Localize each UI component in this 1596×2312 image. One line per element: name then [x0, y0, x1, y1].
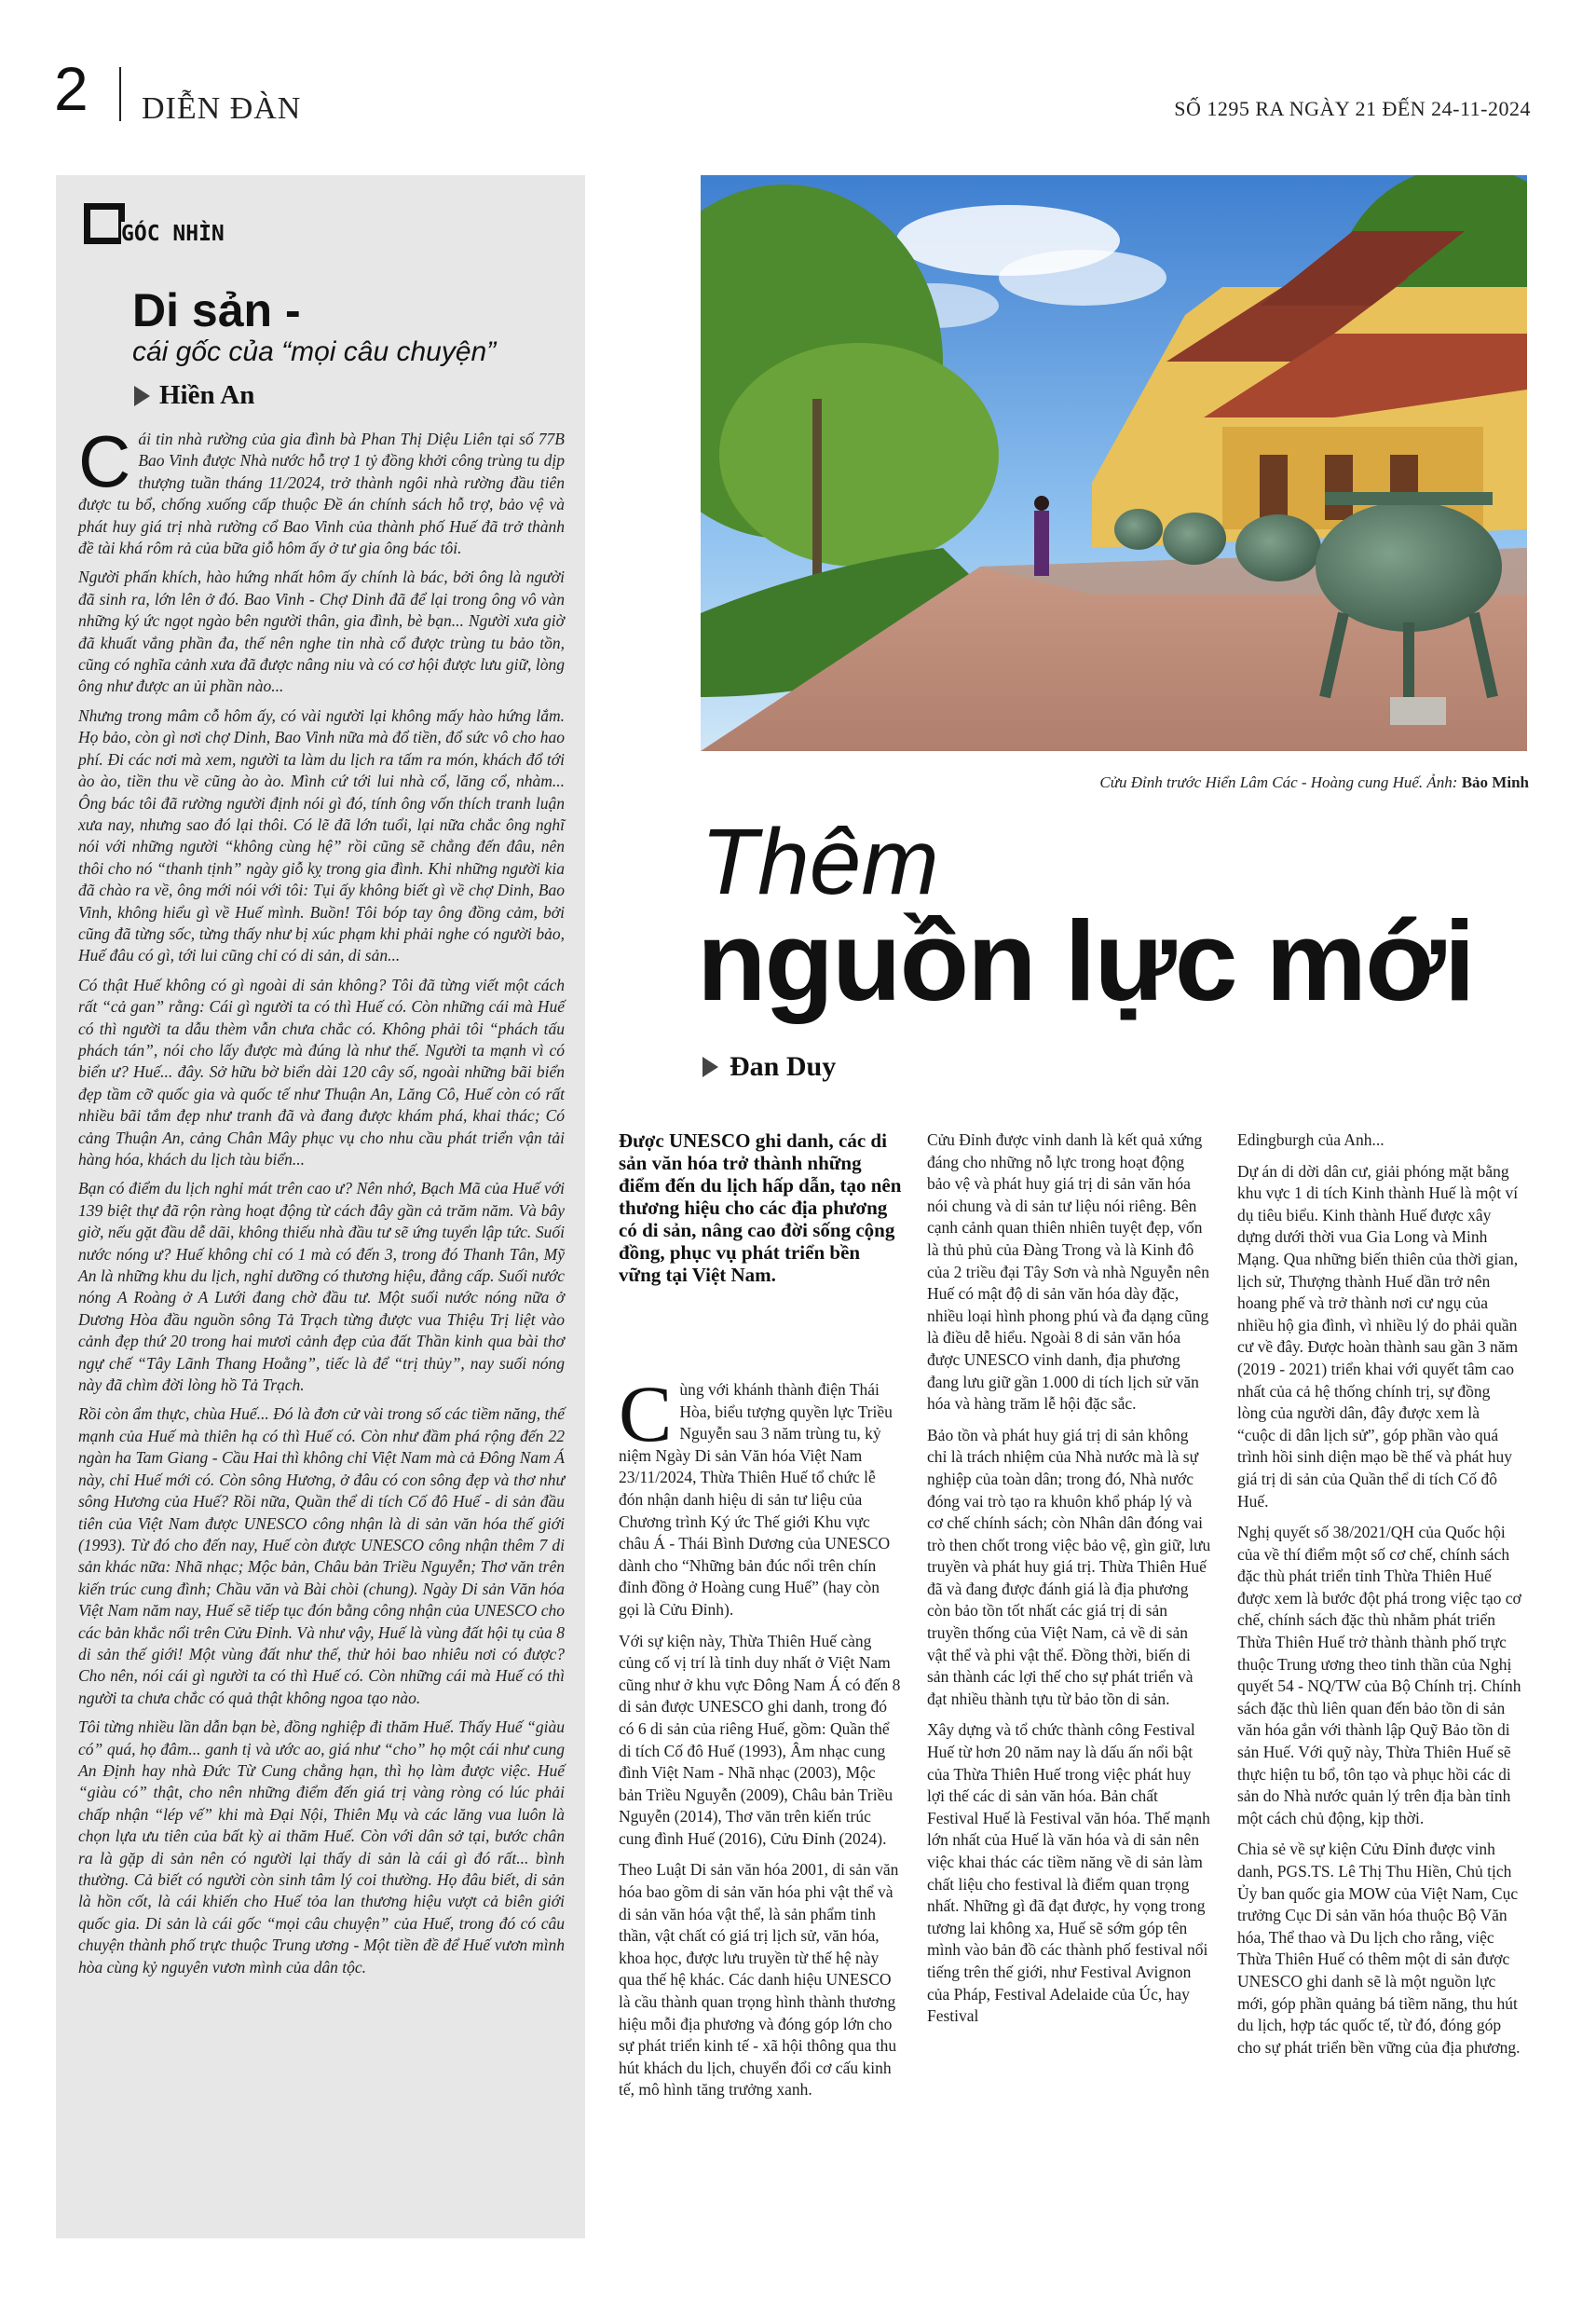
- article-byline: [703, 1051, 836, 1083]
- play-triangle-icon: [703, 1057, 718, 1077]
- photo-caption: Cửu Đỉnh trước Hiển Lâm Các - Hoàng cung Huế. Ảnh: Bảo Minh: [1099, 773, 1529, 791]
- article-paragraph: Cùng với khánh thành điện Thái Hòa, biểu tượng quyền lực Triều Nguyễn sau 3 năm trùng tu, kỷ niệm Ngày Di sản Văn hóa Việt Nam 23/11/2024, Thừa Thiên Huế tổ chức lễ đón nhận danh hiệu di sản tư liệu của Chương trình Ký ức Thế giới Khu vực châu Á - Thái Bình Dương của UNESCO dành cho “Những bản đúc nổi trên chín đỉnh đồng ở Hoàng cung Huế” (hay còn gọi là Cửu Đỉnh).: [619, 1369, 893, 1619]
- headline-line-1: Thêm: [701, 810, 939, 914]
- article-paragraph: Chia sẻ về sự kiện Cửu Đỉnh được vinh danh, PGS.TS. Lê Thị Thu Hiền, Chủ tịch Ủy ban quốc gia MOW của Việt Nam, Cục trưởng Cục Di sản văn hóa thuộc Bộ Văn hóa, Thể thao và Du lịch cho rằng, việc Thừa Thiên Huế có thêm một di sản được UNESCO ghi danh sẽ là một nguồn lực mới, góp phần quảng bá tiềm năng, thu hút du lịch, hợp tác quốc tế, từ đó, đóng góp cho sự phát triển bền vững của địa phương.: [1237, 1840, 1521, 2057]
- article-column-2: [927, 1129, 1211, 2037]
- sidebar-paragraph: Cái tin nhà rường của gia đình bà Phan Thị Diệu Liên tại số 77B Bao Vinh được Nhà nước hỗ trợ 1 tỷ đồng khởi công trùng tu dịp thượng tuần tháng 11/2024, trở thành ngôi nhà rường đầu tiên được tu bổ, chống xuống cấp thuộc Đề án chính sách hỗ trợ, bảo vệ và phát huy giá trị nhà rường cổ Bao Vinh của thành phố Huế đã trở thành đề tài khá rôm rả của bữa giỗ hôm ấy ở tư gia ông bác tôi.: [78, 420, 565, 558]
- article-paragraph: Nghị quyết số 38/2021/QH của Quốc hội của về thí điểm một số cơ chế, chính sách đặc thù phát triển tỉnh Thừa Thiên Huế được xem là bước đột phá trong việc tạo cơ chế, chính sách đặc thù nhằm phát triển Thừa Thiên Huế trở thành thành phố trực thuộc Trung ương theo tinh thần của Nghị quyết 54 - NQ/TW của Bộ Chính trị. Chính sách đặc thù liên quan đến bảo tồn di sản văn hóa gắn với thành lập Quỹ Bảo tồn di sản Huế. Với quỹ này, Thừa Thiên Huế sẽ thực hiện tu bổ, tôn tạo và phục hồi các di sản do Nhà nước quản lý trên địa bàn tỉnh một cách chủ động, kịp thời.: [1237, 1523, 1521, 1827]
- article-paragraph: Theo Luật Di sản văn hóa 2001, di sản văn hóa bao gồm di sản văn hóa phi vật thể và di sản văn hóa vật thể, là sản phẩm tinh thần, vật chất có giá trị lịch sử, văn hóa, khoa học, được lưu truyền từ thế hệ này qua thế hệ khác. Các danh hiệu UNESCO là cầu thành quan trọng hình thành thương hiệu mỗi địa phương và đóng góp lớn cho sự phát triển kinh tế - xã hội thông qua thu hút khách du lịch, chuyển đổi cơ cấu kinh tế, mô hình tăng trưởng xanh.: [619, 1860, 899, 2100]
- section-name: DIỄN ĐÀN: [142, 91, 302, 126]
- rubric-label: GÓC NHÌN: [121, 222, 228, 246]
- sidebar-column: [56, 175, 585, 2238]
- issue-info: SỐ 1295 RA NGÀY 21 ĐẾN 24-11-2024: [1174, 97, 1531, 120]
- sidebar-subtitle: cái gốc của “mọi câu chuyện”: [132, 336, 497, 367]
- sidebar-paragraph: Rồi còn ẩm thực, chùa Huế... Đó là đơn cử vài trong số các tiềm năng, thế mạnh của Huế mà thiên hạ có thì Huế có. Còn như đầm phá rộng đến 22 ngàn ha Tam Giang - Cầu Hai thì không chỉ Việt Nam mà cả Đông Nam Á này, chỉ Huế mới có. Còn sông Hương, ở đâu có con sông đẹp và thơ như sông Hương của Huế? Rồi nữa, Quần thể di tích Cố đô Huế - di sản đầu tiên của Việt Nam được UNESCO công nhận là di sản văn hóa thế giới (1993). Từ đó cho đến nay, Huế còn được UNESCO công nhận thêm 7 di sản khác nữa: Nhã nhạc; Mộc bản, Châu bản Triều Nguyễn; Thơ văn trên kiến trúc cung đình; Chầu văn và Bài chòi (chung). Ngày Di sản Văn hóa Việt Nam năm nay, Huế sẽ tiếp tục đón bằng công nhận của UNESCO cho các bản khắc nổi trên Cửu Đỉnh. Và như vậy, Huế là vùng đất hội tụ của 8 di sản thế giới! Một vùng đất như thế, thử hỏi bao nhiêu nơi có được? Cho nên, nói cái gì người ta có thì Huế có. Còn những cái mà Huế có thì người ta chưa chắc có quả thật không ngoa tạo nào.: [78, 1404, 565, 1707]
- article-paragraph: Cửu Đỉnh được vinh danh là kết quả xứng đáng cho những nỗ lực trong hoạt động bảo vệ và phát huy giá trị di sản văn hóa nói chung và di sản tư liệu nói riêng. Bên cạnh cảnh quan thiên nhiên tuyệt đẹp, vốn là thủ phủ của Đàng Trong và là Kinh đô của 2 triều đại Tây Sơn và nhà Nguyễn nên Huế có mật độ di sản văn hóa dày đặc, nhiều loại hình phong phú và đa dạng cũng là điều dễ hiểu. Ngoài 8 di sản văn hóa được UNESCO vinh danh, địa phương đang lưu giữ gần 1.000 di tích lịch sử văn hóa và hàng trăm lễ hội đặc sắc.: [927, 1130, 1209, 1414]
- article-author: Đan Duy: [730, 1051, 837, 1082]
- headline-line-2: nguồn lực mới: [697, 897, 1474, 1024]
- article-dropcap: C: [619, 1369, 673, 1458]
- play-triangle-icon: [134, 386, 150, 406]
- article-paragraph: Với sự kiện này, Thừa Thiên Huế càng củng cố vị trí là tỉnh duy nhất ở Việt Nam cũng như ở khu vực Đông Nam Á có đến 8 di sản được UNESCO ghi danh, trong đó có 6 di sản của riêng Huế, gồm: Quần thể di tích Cố đô Huế (1993), Âm nhạc cung đình Việt Nam - Nhã nhạc (2003), Mộc bản Triều Nguyễn (2009), Châu bản Triều Nguyễn (2014), Thơ văn trên kiến trúc cung đình Huế (2016), Cửu Đỉnh (2024).: [619, 1631, 901, 1848]
- article-paragraph: Dự án di dời dân cư, giải phóng mặt bằng khu vực 1 di tích Kinh thành Huế là một ví dụ tiêu biểu. Kinh thành Huế được xây dựng dưới thời vua Gia Long và Minh Mạng. Qua những biến thiên của thời gian, lịch sử, Thượng thành Huế dần trở nên hoang phế và trở thành nơi cư ngụ của nhiều hộ gia đình, vì nhiều lý do phải quần cư về đây. Được hoàn thành sau gần 3 năm (2019 - 2021) triển khai với quyết tâm cao nhất của cả hệ thống chính trị, sự đồng lòng của người dân, đây được xem là “cuộc di dân lịch sử”, góp phần vào quá trình hồi sinh diện mạo bề thế và phát huy giá trị di sản của Quần thể di tích Cố đô Huế.: [1237, 1161, 1519, 1511]
- article-paragraph: Xây dựng và tổ chức thành công Festival Huế từ hơn 20 năm nay là dấu ấn nổi bật của Thừa Thiên Huế trong việc phát huy lợi thế các di sản văn hóa. Bản chất Festival Huế là Festival văn hóa. Thế mạnh lớn nhất của Huế là văn hóa và di sản nên việc khai thác các tiềm năng về di sản làm chất liệu cho festival là điểm quan trọng nhất. Những gì đã đạt được, hy vọng trong tương lai không xa, Huế sẽ sớm góp tên mình vào bản đồ các thành phố festival nổi tiếng trên thế giới, như Festival Avignon của Pháp, Festival Adelaide của Úc, hay Festival: [927, 1720, 1210, 2026]
- article-column-1: [619, 1369, 903, 2111]
- article-paragraph: Bảo tồn và phát huy giá trị di sản không chỉ là trách nhiệm của Nhà nước mà là sự nghiệp của toàn dân; trong đó, Nhà nước đóng vai trò tạo ra khuôn khổ pháp lý và cơ chế chính sách; còn Nhân dân đóng vai trò then chốt trong việc bảo vệ, gìn giữ, lưu truyền và phát huy giá trị. Thừa Thiên Huế đã và đang được đánh giá là địa phương còn bảo tồn tốt nhất các giá trị di sản truyền thống của Việt Nam, cả về di sản vật thể và phi vật thể. Đồng thời, biến di sản thành các lợi thế cho sự phát triển và đạt nhiều thành tựu từ bảo tồn di sản.: [927, 1425, 1211, 1708]
- photo-credit: Bảo Minh: [1461, 773, 1529, 791]
- article-lead: Được UNESCO ghi danh, các di sản văn hóa trở thành những điểm đến du lịch hấp dẫn, tạo nên thương hiệu cho các địa phương có di sản, nâng cao đời sống cộng đồng, phục vụ phát triển bền vững tại Việt Nam.: [619, 1129, 902, 1286]
- sidebar-body: [78, 420, 565, 1986]
- article-column-3: [1237, 1129, 1521, 2068]
- photo-illustration: [701, 175, 1527, 751]
- sidebar-author: Hiền An: [159, 380, 255, 410]
- sidebar-byline: [134, 380, 254, 411]
- page-number: 2: [54, 54, 89, 123]
- sidebar-dropcap: C: [78, 420, 131, 502]
- sidebar-title: Di sản -: [132, 284, 301, 336]
- rubric-square-icon: [84, 203, 125, 244]
- article-paragraph: Edingburgh của Anh...: [1237, 1130, 1385, 1149]
- sidebar-paragraph: Người phấn khích, hào hứng nhất hôm ấy chính là bác, bởi ông là người đã sinh ra, lớn lên ở đó. Bao Vinh - Chợ Dinh đã để lại trong ông vô vàn những ký ức ngọt ngào bên người thân, gia đình, bè bạn... Người xưa giờ đã khuất vắng phần đa, thế nên nghe tin nhà cổ được trùng tu bảo tồn, cũng có nghĩa cảnh xưa đã được nâng niu và có cơ hội được lưu giữ, lòng ông như được an ủi phần nào...: [78, 568, 565, 696]
- sidebar-paragraph: Tôi từng nhiều lần dẫn bạn bè, đồng nghiệp đi thăm Huế. Thấy Huế “giàu có” quá, họ đâm... ganh tị và ước ao, giá như “cho” họ một cái như cung An Định hay nhà Đức Từ Cung chẳng hạn, thì họ làm được việc. Huế “giàu có” thật, cho nên những điểm đến giá trị vàng ròng có lúc phải chấp nhận “lép vế” khi mà Đại Nội, Thiên Mụ và các lăng vua luôn là chọn lựa ưu tiên của bất kỳ ai thăm Huế. Còn với dân sở tại, bước chân ra là gặp di sản nên có người lại thấy di sản là cái gì đó rất... bình thường. Cả biết có người còn sinh tâm lý coi thường. Họ đâu biết, di sản là hồn cốt, là cái khiến cho Huế tỏa lan thương hiệu vượt cả biên giới quốc gia. Di sản là cái gốc “mọi câu chuyện” của Huế, trong đó có câu chuyện thành phố trực thuộc Trung ương - Một tiền đề để Huế vươn mình hòa cùng kỷ nguyên vươn mình của dân tộc.: [78, 1717, 565, 1977]
- article-photo: [701, 175, 1527, 751]
- sidebar-paragraph: Có thật Huế không có gì ngoài di sản không? Tôi đã từng viết một cách rất “cả gan” rằng: Cái gì người ta có thì Huế có. Còn những cái mà Huế có thì người ta dẫu thèm vẫn chưa chắc có. Không phải tôi “phách tấu phách tán”, nói cho lấy được mà đúng là như thế. Người ta mạnh vì có biển ư? Huế... đây. Sở hữu bờ biển dài 120 cây số, ngoài những bãi biển đẹp tầm cỡ quốc gia và quốc tế như Thuận An, Lăng Cô, Huế còn có rất nhiều bãi tắm đẹp như tranh đã và đang được khám phá, khai thác; Có cảng Thuận An, cảng Chân Mây phục vụ cho nhu cầu phát triển vận tải hàng hóa, khách du lịch tàu biển...: [78, 975, 565, 1169]
- sidebar-paragraph: Bạn có điểm du lịch nghỉ mát trên cao ư? Nên nhớ, Bạch Mã của Huế với 139 biệt thự đã rộn ràng hoạt động từ cách đây gần cả trăm năm. Và bây giờ, nếu gặt đầu dễ dãi, không thiếu nhà đầu tư sẽ ứng tuyển lập tức. Suối nước nóng ư? Huế không chỉ có 1 mà có đến 3, trong đó Thanh Tân, Mỹ An là những khu du lịch, nghỉ dưỡng có thương hiệu, đẳng cấp. Suối nước nóng A Roàng ở A Lưới đang chờ đầu tư. Một suối nước nóng nữa ở Dương Hòa đầu nguồn sông Tả Trạch từng được vua Thiệu Trị liệt vào cảnh đẹp thứ 20 trong hai mươi cảnh đẹp của đất Thần kinh qua bài thơ ngự chế “Tây Lãnh Thang Hoằng”, tiếc là để “trị thủy”, nay suối nóng này đã chìm đời lòng hồ Tả Trạch.: [78, 1179, 565, 1395]
- sidebar-paragraph: Nhưng trong mâm cỗ hôm ấy, có vài người lại không mấy hào hứng lắm. Họ bảo, còn gì nơi chợ Dinh, Bao Vinh nữa mà đổ tiền, đổ sức vô cho hao phí. Đi các nơi mà xem, người ta làm du lịch ra tấm ra món, khách đổ tới ào ào, tiền thu về cũng ào ào. Mình cứ tới lui nhà cổ, lăng cổ, nhàm... Ông bác tôi đã rường người định nói gì đó, tính ông vốn thích tranh luận xưa nay, nhưng sao đó lại thôi. Có lẽ đã lớn tuổi, lại nữa chắc ông nghĩ nói với những người “không cùng hệ” rồi cũng sẽ chẳng đến đâu, nên thôi cho nó “thanh tịnh” ngày giỗ kỵ trong gia đình. Khi những người kia đã chào ra về, ông mới nói với tôi: Tụi ấy không biết gì về chợ Dinh, Bao Vinh, không hiểu gì về Huế mình. Buồn! Tôi bóp tay ông đồng cảm, bởi cũng đã từng sốc, từng thấy như bị xúc phạm khi phải nghe có người bảo, Huế đâu có gì, tới lui cũng chỉ có di sản, di sản...: [78, 705, 565, 965]
- header-divider: [119, 67, 121, 121]
